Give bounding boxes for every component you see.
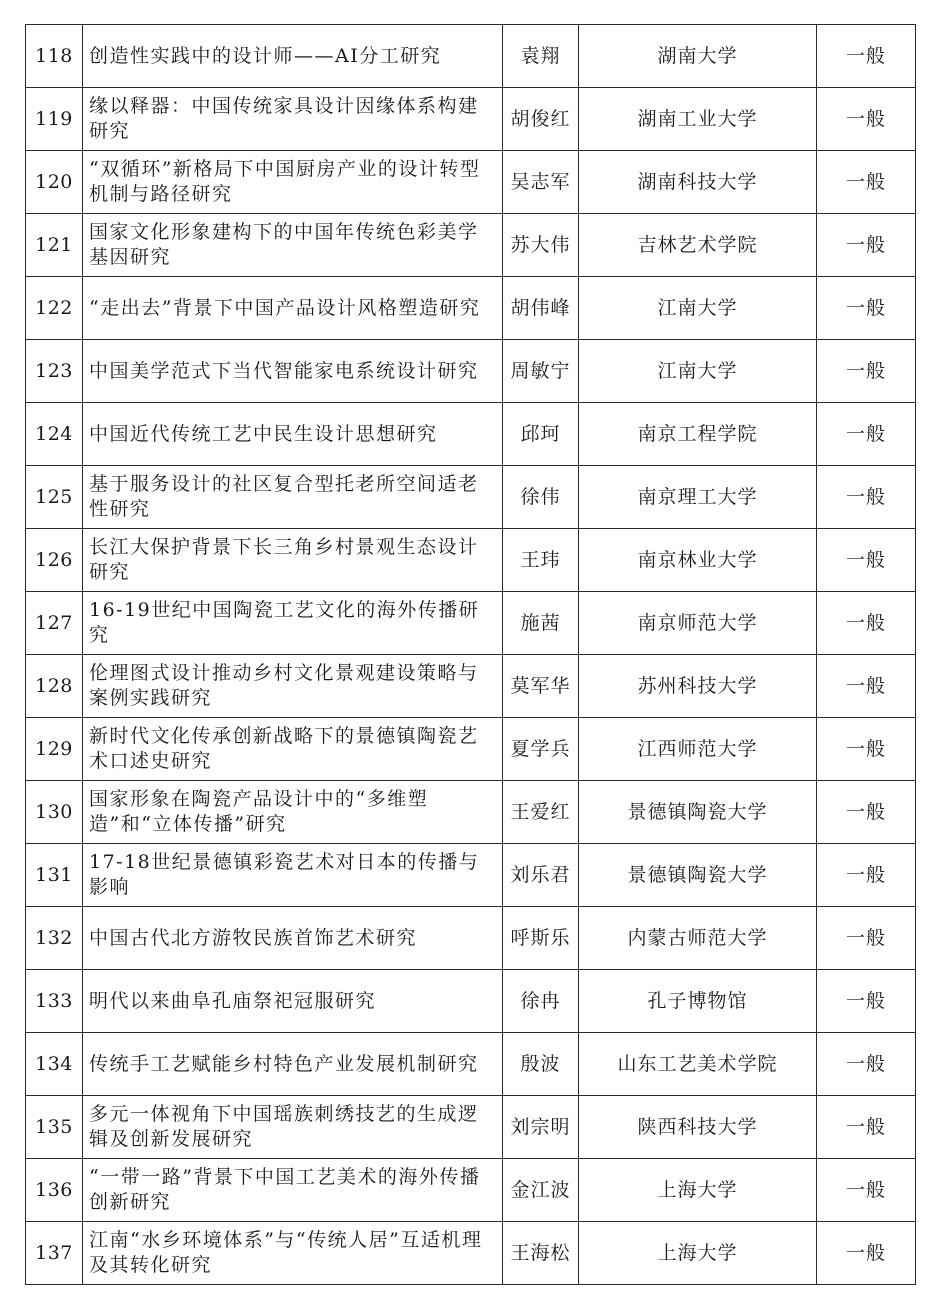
project-title: “双循环”新格局下中国厨房产业的设计转型机制与路径研究: [83, 151, 503, 214]
institution: 南京工程学院: [579, 403, 817, 466]
applicant-name: 莫军华: [503, 655, 579, 718]
applicant-name: 殷波: [503, 1033, 579, 1096]
project-level: 一般: [817, 25, 916, 88]
project-title: “走出去”背景下中国产品设计风格塑造研究: [83, 277, 503, 340]
project-title: 伦理图式设计推动乡村文化景观建设策略与案例实践研究: [83, 655, 503, 718]
institution: 山东工艺美术学院: [579, 1033, 817, 1096]
project-title: 中国古代北方游牧民族首饰艺术研究: [83, 907, 503, 970]
applicant-name: 金江波: [503, 1159, 579, 1222]
applicant-name: 呼斯乐: [503, 907, 579, 970]
project-title: 缘以释器：中国传统家具设计因缘体系构建研究: [83, 88, 503, 151]
project-title: 国家形象在陶瓷产品设计中的“多维塑造”和“立体传播”研究: [83, 781, 503, 844]
applicant-name: 王爱红: [503, 781, 579, 844]
table-row: [26, 529, 916, 592]
table-row: [26, 781, 916, 844]
project-level: 一般: [817, 1096, 916, 1159]
institution: 上海大学: [579, 1159, 817, 1222]
project-title: 江南“水乡环境体系”与“传统人居”互适机理及其转化研究: [83, 1222, 503, 1285]
row-number: 128: [26, 655, 83, 718]
applicant-name: 徐伟: [503, 466, 579, 529]
institution: 南京理工大学: [579, 466, 817, 529]
table-row: [26, 214, 916, 277]
table-row: [26, 655, 916, 718]
institution: 陕西科技大学: [579, 1096, 817, 1159]
project-level: 一般: [817, 1033, 916, 1096]
project-title: 多元一体视角下中国瑶族刺绣技艺的生成逻辑及创新发展研究: [83, 1096, 503, 1159]
project-title: 国家文化形象建构下的中国年传统色彩美学基因研究: [83, 214, 503, 277]
table-row: [26, 970, 916, 1033]
row-number: 123: [26, 340, 83, 403]
institution: 湖南大学: [579, 25, 817, 88]
institution: 江西师范大学: [579, 718, 817, 781]
project-title: 中国近代传统工艺中民生设计思想研究: [83, 403, 503, 466]
row-number: 124: [26, 403, 83, 466]
applicant-name: 胡伟峰: [503, 277, 579, 340]
institution: 苏州科技大学: [579, 655, 817, 718]
table-row: [26, 403, 916, 466]
row-number: 118: [26, 25, 83, 88]
institution: 湖南工业大学: [579, 88, 817, 151]
table-row: [26, 844, 916, 907]
project-title: “一带一路”背景下中国工艺美术的海外传播创新研究: [83, 1159, 503, 1222]
project-list-sheet: [25, 24, 915, 1285]
table-row: [26, 1222, 916, 1285]
institution: 上海大学: [579, 1222, 817, 1285]
applicant-name: 王海松: [503, 1222, 579, 1285]
applicant-name: 邱珂: [503, 403, 579, 466]
institution: 景德镇陶瓷大学: [579, 844, 817, 907]
row-number: 127: [26, 592, 83, 655]
applicant-name: 胡俊红: [503, 88, 579, 151]
institution: 内蒙古师范大学: [579, 907, 817, 970]
applicant-name: 周敏宁: [503, 340, 579, 403]
project-level: 一般: [817, 844, 916, 907]
row-number: 125: [26, 466, 83, 529]
table-row: [26, 466, 916, 529]
applicant-name: 施茜: [503, 592, 579, 655]
project-table-body: [26, 25, 916, 1285]
row-number: 132: [26, 907, 83, 970]
institution: 孔子博物馆: [579, 970, 817, 1033]
project-level: 一般: [817, 88, 916, 151]
applicant-name: 刘宗明: [503, 1096, 579, 1159]
institution: 江南大学: [579, 340, 817, 403]
project-title: 明代以来曲阜孔庙祭祀冠服研究: [83, 970, 503, 1033]
row-number: 130: [26, 781, 83, 844]
table-row: [26, 25, 916, 88]
table-row: [26, 340, 916, 403]
project-level: 一般: [817, 718, 916, 781]
table-row: [26, 592, 916, 655]
project-level: 一般: [817, 1222, 916, 1285]
project-title: 17-18世纪景德镇彩瓷艺术对日本的传播与影响: [83, 844, 503, 907]
row-number: 137: [26, 1222, 83, 1285]
applicant-name: 吴志军: [503, 151, 579, 214]
project-title: 传统手工艺赋能乡村特色产业发展机制研究: [83, 1033, 503, 1096]
applicant-name: 夏学兵: [503, 718, 579, 781]
row-number: 122: [26, 277, 83, 340]
project-level: 一般: [817, 781, 916, 844]
table-row: [26, 1096, 916, 1159]
row-number: 121: [26, 214, 83, 277]
table-row: [26, 277, 916, 340]
applicant-name: 袁翔: [503, 25, 579, 88]
project-level: 一般: [817, 970, 916, 1033]
project-level: 一般: [817, 151, 916, 214]
project-title: 长江大保护背景下长三角乡村景观生态设计研究: [83, 529, 503, 592]
project-level: 一般: [817, 403, 916, 466]
institution: 吉林艺术学院: [579, 214, 817, 277]
project-level: 一般: [817, 907, 916, 970]
project-level: 一般: [817, 277, 916, 340]
row-number: 134: [26, 1033, 83, 1096]
table-row: [26, 88, 916, 151]
project-level: 一般: [817, 655, 916, 718]
row-number: 136: [26, 1159, 83, 1222]
project-title: 新时代文化传承创新战略下的景德镇陶瓷艺术口述史研究: [83, 718, 503, 781]
table-row: [26, 907, 916, 970]
project-title: 16-19世纪中国陶瓷工艺文化的海外传播研究: [83, 592, 503, 655]
row-number: 129: [26, 718, 83, 781]
institution: 南京林业大学: [579, 529, 817, 592]
applicant-name: 苏大伟: [503, 214, 579, 277]
table-row: [26, 1033, 916, 1096]
applicant-name: 徐冉: [503, 970, 579, 1033]
institution: 南京师范大学: [579, 592, 817, 655]
row-number: 135: [26, 1096, 83, 1159]
project-level: 一般: [817, 340, 916, 403]
project-title: 创造性实践中的设计师——AI分工研究: [83, 25, 503, 88]
institution: 湖南科技大学: [579, 151, 817, 214]
applicant-name: 王玮: [503, 529, 579, 592]
project-title: 中国美学范式下当代智能家电系统设计研究: [83, 340, 503, 403]
institution: 景德镇陶瓷大学: [579, 781, 817, 844]
table-row: [26, 151, 916, 214]
project-level: 一般: [817, 214, 916, 277]
project-title: 基于服务设计的社区复合型托老所空间适老性研究: [83, 466, 503, 529]
row-number: 126: [26, 529, 83, 592]
applicant-name: 刘乐君: [503, 844, 579, 907]
project-table: [25, 24, 916, 1285]
project-level: 一般: [817, 466, 916, 529]
row-number: 133: [26, 970, 83, 1033]
table-row: [26, 1159, 916, 1222]
project-level: 一般: [817, 529, 916, 592]
project-level: 一般: [817, 1159, 916, 1222]
row-number: 120: [26, 151, 83, 214]
project-level: 一般: [817, 592, 916, 655]
row-number: 119: [26, 88, 83, 151]
institution: 江南大学: [579, 277, 817, 340]
row-number: 131: [26, 844, 83, 907]
table-row: [26, 718, 916, 781]
